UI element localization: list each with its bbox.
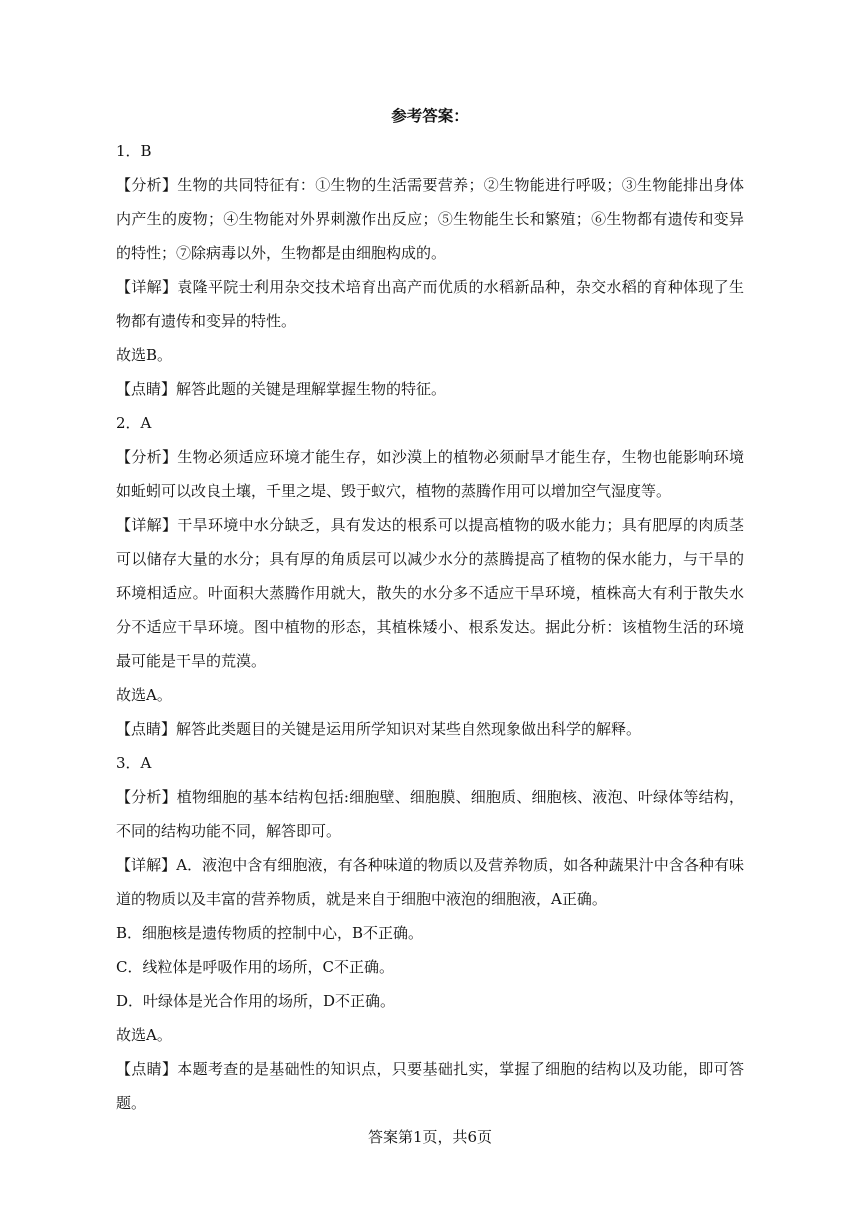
q3-number: 3．A: [116, 754, 152, 772]
q3-analysis: 【分析】植物细胞的基本结构包括:细胞壁、细胞膜、细胞质、细胞核、液泡、叶绿体等结构，不同的结构功能不同，解答即可。: [116, 788, 744, 840]
q1-comment: 【点睛】解答此题的关键是理解掌握生物的特征。: [116, 380, 447, 398]
q3-choice: 故选A。: [116, 1026, 172, 1044]
q1-detail: 【详解】袁隆平院士利用杂交技术培育出高产而优质的水稻新品种，杂交水稻的育种体现了生物都有遗传和变异的特性。: [116, 278, 744, 330]
page-footer: 答案第1页，共6页: [367, 1128, 493, 1146]
answer-content: [116, 134, 744, 1120]
q2-number: 2．A: [116, 414, 152, 432]
page-title: 参考答案：: [391, 106, 469, 125]
q3-option-d: D．叶绿体是光合作用的场所，D不正确。: [116, 992, 396, 1010]
q2-detail: 【详解】干旱环境中水分缺乏，具有发达的根系可以提高植物的吸水能力；具有肥厚的肉质茎可以储存大量的水分；具有厚的角质层可以减少水分的蒸腾提高了植物的保水能力，与干旱的环境相适应。叶面积大蒸腾作用就大，散失的水分多不适应干旱环境，植株高大有利于散失水分不适应干旱环境。图中植物的形态，其植株矮小、根系发达。据此分析：该植物生活的环境最可能是干旱的荒漠。: [116, 516, 744, 670]
q2-comment: 【点睛】解答此类题目的关键是运用所学知识对某些自然现象做出科学的解释。: [116, 720, 642, 738]
q3-comment: 【点睛】本题考查的是基础性的知识点，只要基础扎实，掌握了细胞的结构以及功能，即可答题。: [116, 1060, 744, 1112]
q1-number: 1．B: [116, 142, 152, 160]
q1-choice: 故选B。: [116, 346, 173, 364]
q3-detail: 【详解】A．液泡中含有细胞液，有各种味道的物质以及营养物质，如各种蔬果汁中含各种有味道的物质以及丰富的营养物质，就是来自于细胞中液泡的细胞液，A正确。: [116, 856, 744, 908]
q1-analysis: 【分析】生物的共同特征有：①生物的生活需要营养；②生物能进行呼吸；③生物能排出身体内产生的废物；④生物能对外界刺激作出反应；⑤生物能生长和繁殖；⑥生物都有遗传和变异的特性；⑦除病毒以外，生物都是由细胞构成的。: [116, 176, 744, 262]
q2-choice: 故选A。: [116, 686, 172, 704]
q2-analysis: 【分析】生物必须适应环境才能生存，如沙漠上的植物必须耐旱才能生存，生物也能影响环境如蚯蚓可以改良土壤，千里之堤、毁于蚁穴，植物的蒸腾作用可以增加空气湿度等。: [116, 448, 744, 500]
q3-option-c: C．线粒体是呼吸作用的场所，C不正确。: [116, 958, 394, 976]
q3-option-b: B．细胞核是遗传物质的控制中心，B不正确。: [116, 924, 424, 942]
